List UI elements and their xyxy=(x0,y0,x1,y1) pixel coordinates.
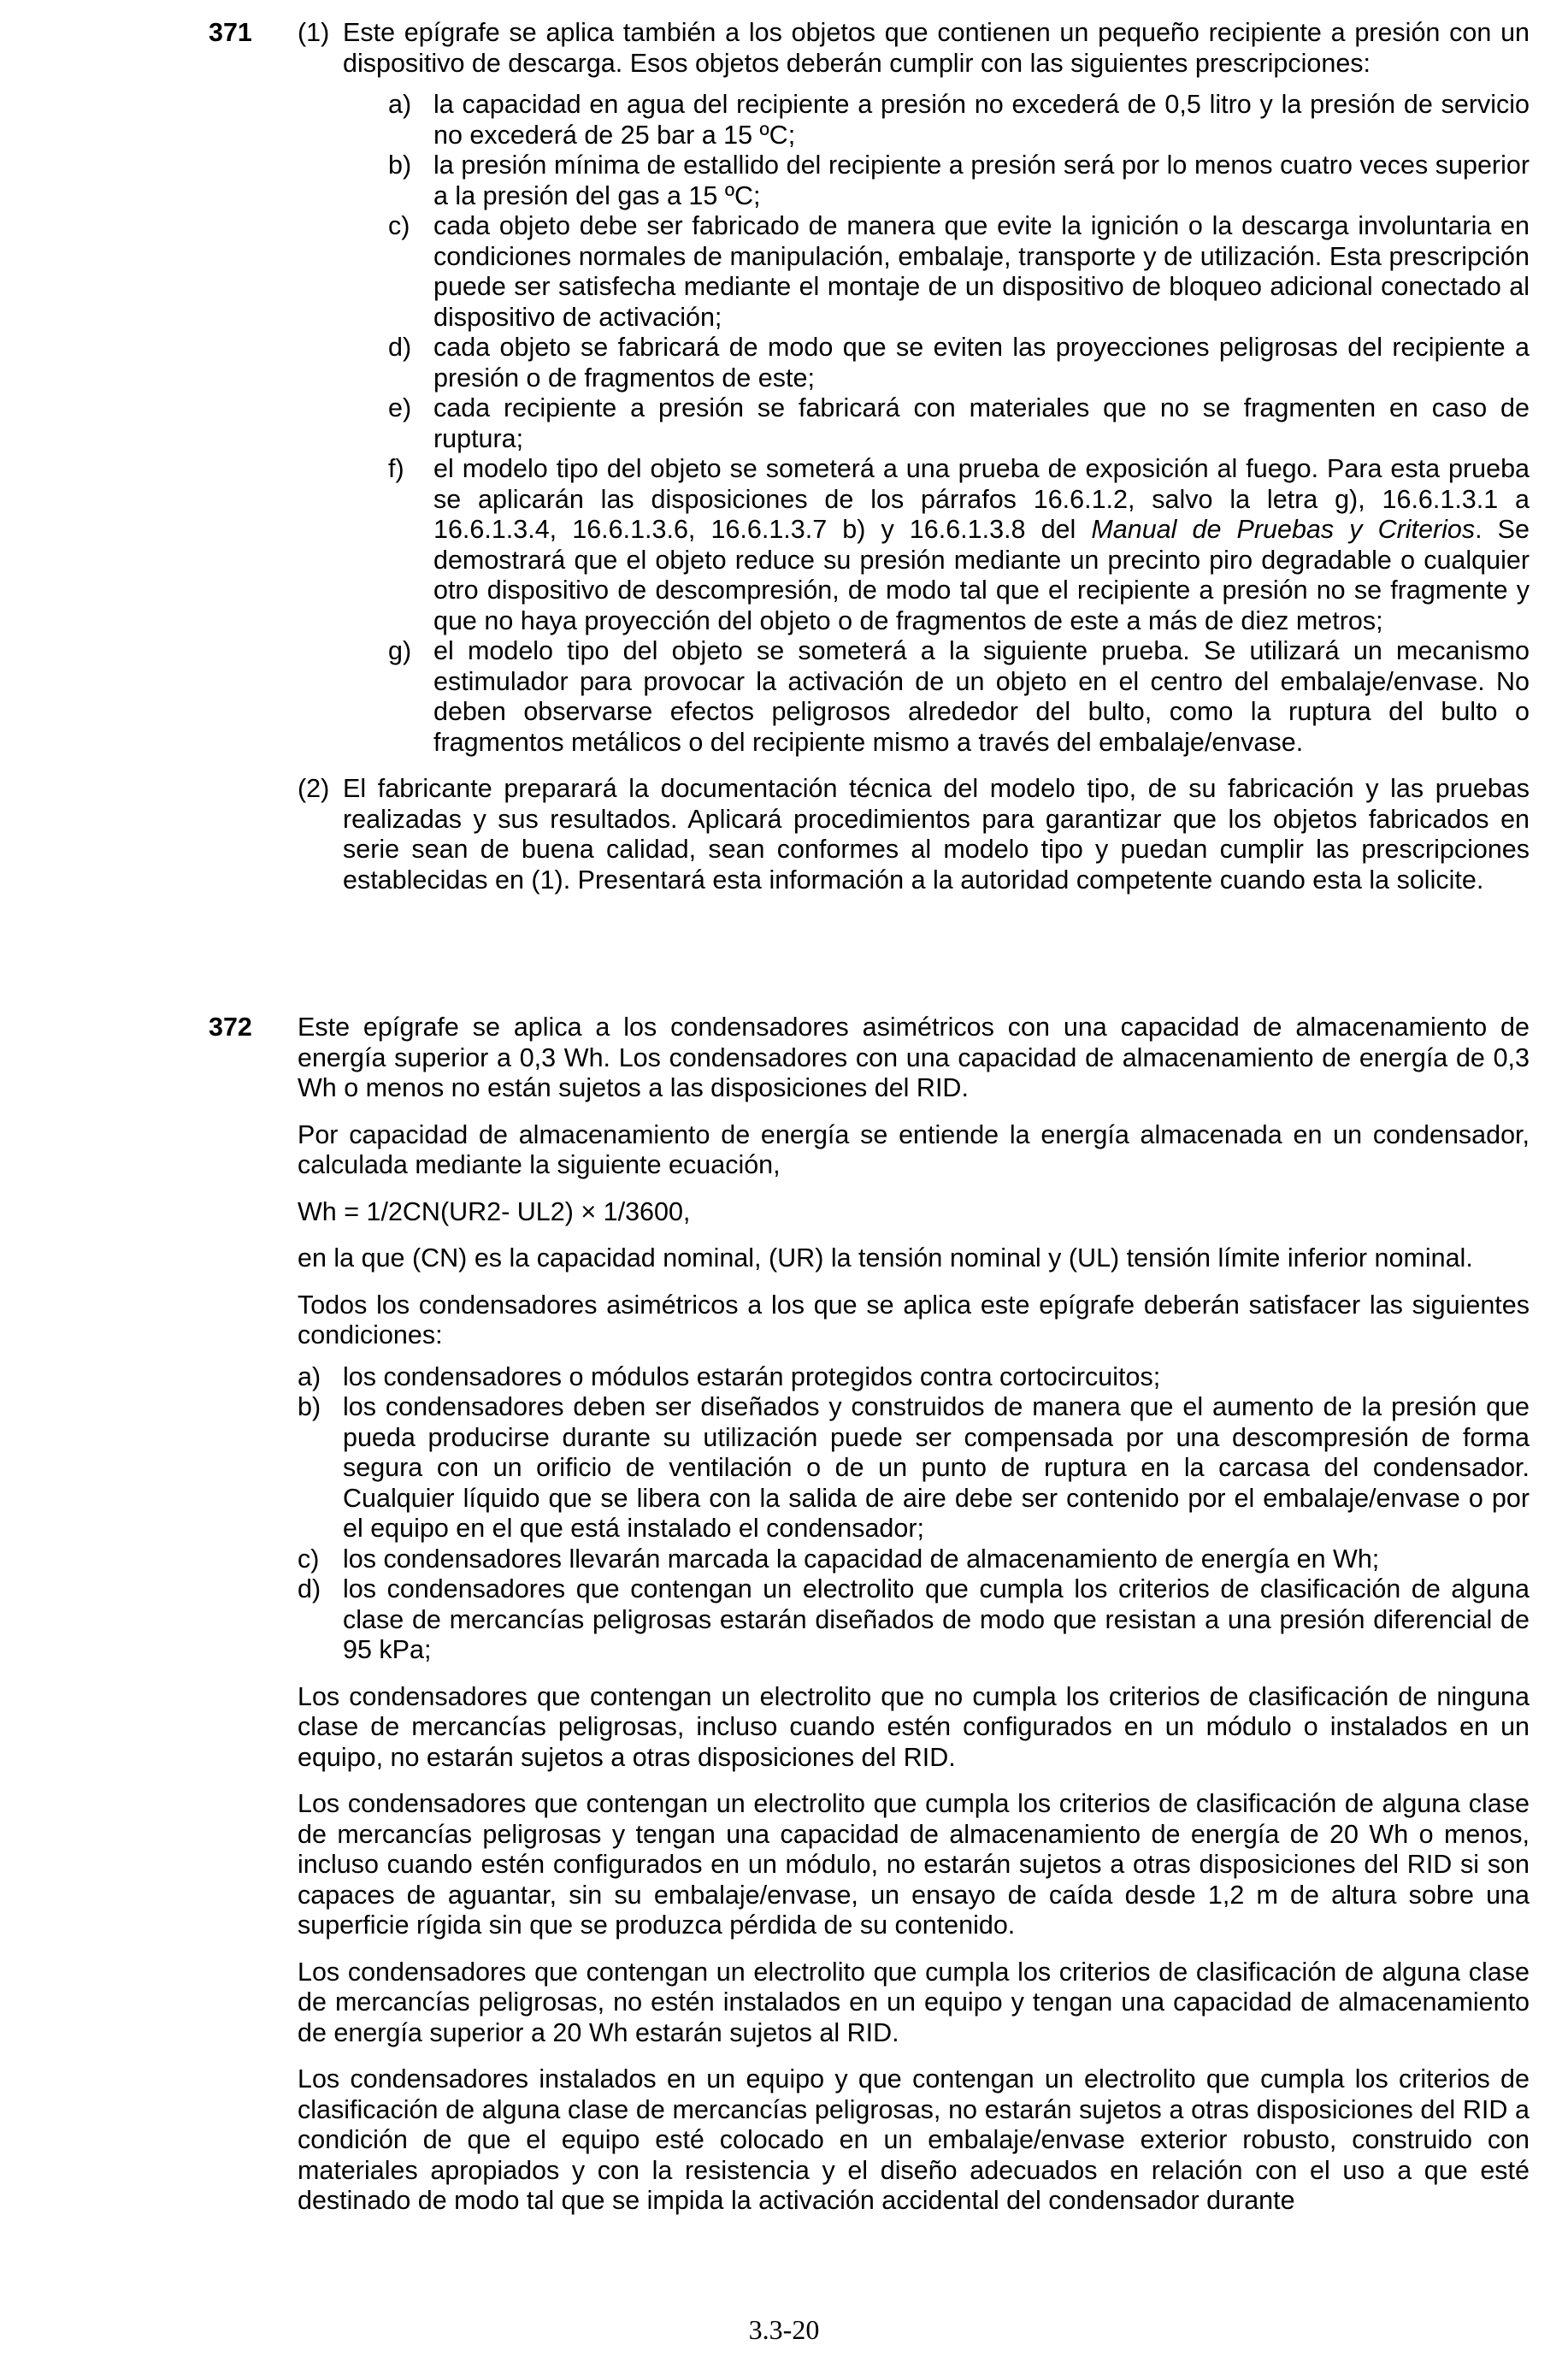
item-label: e) xyxy=(388,393,412,422)
list-item xyxy=(388,454,1530,636)
item-label: g) xyxy=(388,636,412,665)
provision-372 xyxy=(209,1013,1530,2217)
list-item xyxy=(388,211,1530,333)
item-label: c) xyxy=(388,211,410,240)
provision-body xyxy=(298,1013,1530,2217)
list-item xyxy=(298,1392,1530,1544)
item-text: los condensadores o módulos estarán protegidos contra cortocircuitos; xyxy=(343,1361,1161,1391)
item-label: d) xyxy=(298,1574,321,1603)
subsection-text: El fabricante preparará la documentación técnica del modelo tipo, de su fabricación y las pruebas realizadas y sus resultados. Aplicará procedimientos para garantizar que los objetos fabricados en serie sean de buena calidad, sean conformes al modelo tipo y puedan cumplir las prescripciones establecidas en (1). Presentará esta información a la autoridad competente cuando esta la solicite. xyxy=(343,774,1530,895)
paragraph: Los condensadores que contengan un electrolito que no cumpla los criterios de clasificación de ninguna clase de mercancías peligrosas, incluso cuando estén configurados en un módulo o instalados en un equipo, no estarán sujetos a otras disposiciones del RID. xyxy=(298,1681,1530,1772)
subsection-text: Este epígrafe se aplica también a los objetos que contienen un pequeño recipiente a presión con un dispositivo de descarga. Esos objetos deberán cumplir con las siguientes prescripciones: xyxy=(343,18,1530,78)
list-item xyxy=(388,90,1530,151)
paragraph: Los condensadores que contengan un electrolito que cumpla los criterios de clasificación de alguna clase de mercancías peligrosas y tengan una capacidad de almacenamiento de energía de 20 Wh o menos, incluso cuando estén configurados en un módulo, no estarán sujetos a otras disposiciones del RID si son capaces de aguantar, sin su embalaje/envase, un ensayo de caída desde 1,2 m de altura sobre una superficie rígida sin que se produzca pérdida de su contenido. xyxy=(298,1789,1530,1940)
item-text-part: . Se demostrará que el objeto reduce su presión mediante un precinto piro degradable o cualquier otro dispositivo de descompresión, de modo tal que el recipiente a presión no se fragmente y que no haya proyección del objeto o de fragmentos de este a más de diez metros; xyxy=(433,515,1530,635)
item-text: cada recipiente a presión se fabricará con materiales que no se fragmenten en caso de ruptura; xyxy=(433,393,1530,453)
list-item xyxy=(388,393,1530,454)
item-text xyxy=(433,454,1530,636)
provision-body xyxy=(298,18,1530,895)
paragraph: Los condensadores instalados en un equipo y que contengan un electrolito que cumpla los criterios de clasificación de alguna clase de mercancías peligrosas, no estarán sujetos a otras disposiciones del RID a condición de que el equipo esté colocado en un embalaje/envase exterior robusto, construido con materiales apropiados y con la resistencia y el diseño adecuados en relación con el uso a que esté destinado de modo tal que se impida la activación accidental del condensador durante xyxy=(298,2064,1530,2215)
item-label: b) xyxy=(388,151,412,180)
subsection-label: (2) xyxy=(298,774,330,803)
provision-number: 372 xyxy=(209,1013,252,1042)
item-label: d) xyxy=(388,333,412,362)
item-text: el modelo tipo del objeto se someterá a la siguiente prueba. Se utilizará un mecanismo estimulador para provocar la activación de un objeto en el centro del embalaje/envase. No deben observarse efectos peligrosos alrededor del bulto, como la ruptura del bulto o fragmentos metálicos o del recipiente mismo a través del embalaje/envase. xyxy=(433,636,1530,757)
list-item xyxy=(298,1362,1530,1393)
list-item xyxy=(388,333,1530,393)
page-number: 3.3-20 xyxy=(748,2314,820,2345)
paragraph: Este epígrafe se aplica a los condensadores asimétricos con una capacidad de almacenamiento de energía superior a 0,3 Wh. Los condensadores con una capacidad de almacenamiento de energía de 0,3 Wh o menos no están sujetos a las disposiciones del RID. xyxy=(298,1013,1530,1102)
item-text: la presión mínima de estallido del recipiente a presión será por lo menos cuatro veces superior a la presión del gas a 15 ºC; xyxy=(433,151,1530,210)
list-item xyxy=(298,1574,1530,1666)
list-item xyxy=(388,151,1530,211)
item-label: b) xyxy=(298,1392,321,1421)
item-label: f) xyxy=(388,454,404,483)
item-text: cada objeto debe ser fabricado de manera que evite la ignición o la descarga involuntaria en condiciones normales de manipulación, embalaje, transporte y de utilización. Esta prescripción puede ser satisfecha mediante el montaje de un dispositivo de bloqueo adicional conectado al dispositivo de activación; xyxy=(433,211,1530,332)
list-item xyxy=(298,1544,1530,1575)
provision-371 xyxy=(209,18,1530,895)
paragraph: Por capacidad de almacenamiento de energía se entiende la energía almacenada en un condensador, calculada mediante la siguiente ecuación, xyxy=(298,1119,1530,1179)
manual-title: Manual de Pruebas y Criterios xyxy=(1091,515,1476,544)
item-text: cada objeto se fabricará de modo que se eviten las proyecciones peligrosas del recipiente a presión o de fragmentos de este; xyxy=(433,333,1530,393)
conditions-list xyxy=(298,1362,1530,1666)
item-text: la capacidad en agua del recipiente a presión no excederá de 0,5 litro y la presión de servicio no excederá de 25 bar a 15 ºC; xyxy=(433,90,1530,150)
item-text: los condensadores que contengan un electrolito que cumpla los criterios de clasificación de alguna clase de mercancías peligrosas estarán diseñados de modo que resistan a una presión diferencial de 95 kPa; xyxy=(343,1574,1530,1664)
item-text: los condensadores llevarán marcada la capacidad de almacenamiento de energía en Wh; xyxy=(343,1544,1380,1574)
subsection-label: (1) xyxy=(298,18,330,47)
formula: Wh = 1/2CN(UR2- UL2) × 1/3600, xyxy=(298,1196,691,1226)
item-label: a) xyxy=(388,90,412,119)
item-text-part: el modelo tipo del objeto se someterá a una prueba de exposición al fuego. Para esta prueba se aplicarán las disposiciones de los párrafos 16.6.1.2, salvo la letra g), 16.6.1.3.1 a 16.6.1.3.4, 16.6.1.3.6, 16.6.1.3.7 b) y 16.6.1.3.8 del xyxy=(433,454,1530,544)
paragraph: Todos los condensadores asimétricos a los que se aplica este epígrafe deberán satisfacer las siguientes condiciones: xyxy=(298,1290,1530,1349)
list-item xyxy=(388,636,1530,758)
requirements-list xyxy=(388,90,1530,758)
provision-number: 371 xyxy=(209,18,252,47)
subsection-2 xyxy=(298,774,1530,895)
paragraph: Los condensadores que contengan un electrolito que cumpla los criterios de clasificación de alguna clase de mercancías peligrosas, no estén instalados en un equipo y tengan una capacidad de almacenamiento de energía superior a 20 Wh estarán sujetos al RID. xyxy=(298,1957,1530,2047)
item-label: c) xyxy=(298,1544,320,1574)
subsection-1 xyxy=(298,18,1530,758)
item-text: los condensadores deben ser diseñados y construidos de manera que el aumento de la presión que pueda producirse durante su utilización puede ser compensada por una descompresión de forma segura con un orificio de ventilación o de un punto de ruptura en la carcasa del condensador. Cualquier líquido que se libera con la salida de aire debe ser contenido por el embalaje/envase o por el equipo en el que está instalado el condensador; xyxy=(343,1392,1530,1543)
paragraph: en la que (CN) es la capacidad nominal, (UR) la tensión nominal y (UL) tensión límite inferior nominal. xyxy=(298,1243,1473,1273)
item-label: a) xyxy=(298,1361,321,1391)
